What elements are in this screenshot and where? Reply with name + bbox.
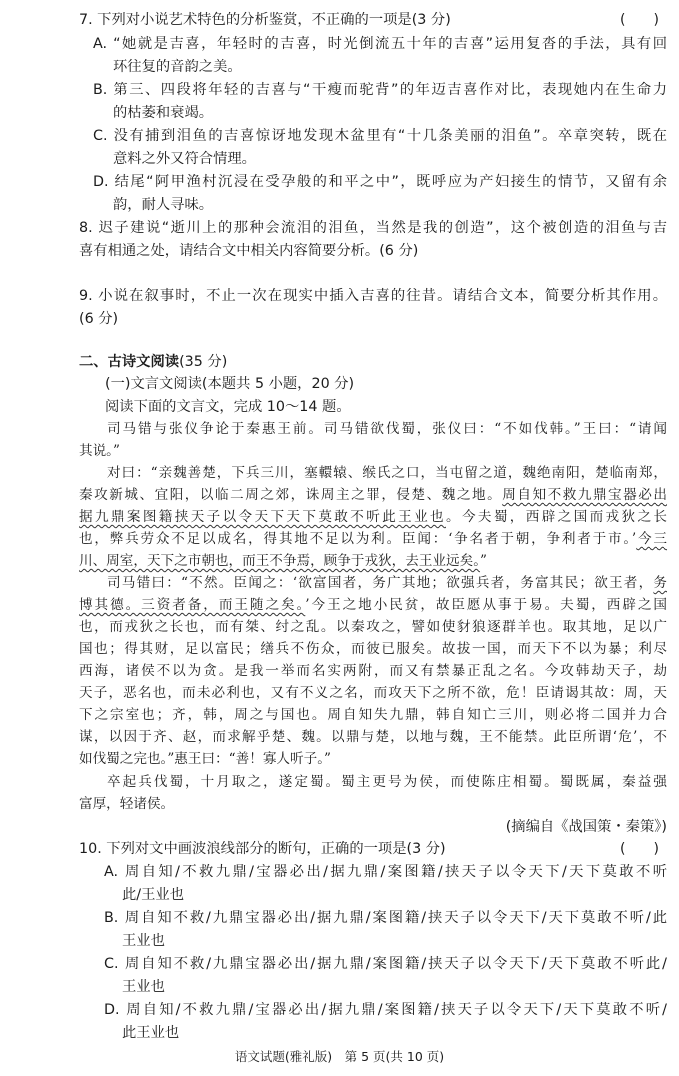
q9-line1: 9. 小说在叙事时，不止一次在现实中插入吉喜的往昔。请结合文本，简要分析其作用。 xyxy=(79,288,667,304)
q10-option-a-line2: 此/王业也 xyxy=(122,887,185,903)
passage-p3-line3: 也，而戎狄之长也，而有桀、纣之乱。以秦攻之，譬如使豺狼逐群羊也。取其地，足以广 xyxy=(79,619,667,635)
passage-p3-line4: 国也；得其财，足以富民；缮兵不伤众，而彼已服矣。故拔一国，而天下不以为暴；利尽 xyxy=(79,641,667,657)
q10-option-d-line2: 此王业也 xyxy=(122,1025,180,1041)
passage-p3-line8: 谋，以因于齐、赵，而求解乎楚、魏。以鼎与楚，以地与魏，王不能禁。此臣所谓‘危’，不 xyxy=(79,729,667,745)
q7-option-b-line2: 的枯萎和衰竭。 xyxy=(113,105,214,121)
passage-p2-line5 xyxy=(79,550,487,572)
passage-text: 司马错曰：“不然。臣闻之：‘欲富国者，务广其地；欲强兵者，务富其民；欲王者， xyxy=(107,575,654,591)
q10-answer-paren: ( ) xyxy=(620,841,659,857)
underlined-text: 务 xyxy=(653,575,667,591)
q10-option-c-line1: C. 周自知不救/九鼎宝器必出/据九鼎/案图籍/挟天子以令天下/天下莫敢不听此/ xyxy=(104,956,667,972)
passage-p2-line4 xyxy=(79,528,667,550)
q10-option-d-line1: D. 周自知/不救九鼎/宝器必出/据九鼎/案图籍/挟天子以令天下/天下莫敢不听/ xyxy=(104,1002,667,1018)
passage-p2-line3 xyxy=(79,506,667,528)
passage-p2-line2 xyxy=(79,484,667,506)
q7-option-a-line1: A. “她就是吉喜，年轻时的吉喜，时光倒流五十年的吉喜”运用复沓的手法，具有回 xyxy=(93,36,667,52)
q7-option-c-line2: 意料之外又符合情理。 xyxy=(113,151,256,167)
q10-option-a-line1: A. 周自知/不救九鼎/宝器必出/据九鼎/案图籍/挟天子以令天下/天下莫敢不听 xyxy=(104,864,667,880)
q7-option-c-line1: C. 没有捕到泪鱼的吉喜惊讶地发现木盆里有“十几条美丽的泪鱼”。卒章突转，既在 xyxy=(93,128,667,144)
q7-option-d-line1: D. 结尾“阿甲渔村沉浸在受孕般的和平之中”，既呼应为产妇接生的情节，又留有余 xyxy=(93,174,667,190)
passage-p3-line7: 下之宗室也；齐，韩，周之与国也。周自知失九鼎，韩自知亡三川，则必将二国并力合 xyxy=(79,707,667,723)
underlined-text: 川、周室，天下之市朝也，而王不争焉，顾争于戎狄，去王业远矣。 xyxy=(79,553,481,569)
passage-p3-line5: 西海，诸侯不以为贪。是我一举而名实两附，而又有禁暴正乱之名。今攻韩劫天子，劫 xyxy=(79,663,667,679)
page-footer: 语文试题(雅礼版) 第 5 页(共 10 页) xyxy=(234,1049,445,1064)
q7-stem: 7. 下列对小说艺术特色的分析鉴赏，不正确的一项是(3 分) xyxy=(79,12,451,28)
section2-score: (35 分) xyxy=(179,354,228,370)
passage-p1-line1: 司马错与张仪争论于秦惠王前。司马错欲伐蜀，张仪曰：“不如伐韩。”王曰：“请闻 xyxy=(107,421,667,437)
passage-p3-line1 xyxy=(107,572,667,594)
passage-text: ” xyxy=(480,553,487,569)
q10-option-b-line1: B. 周自知不救/九鼎宝器必出/据九鼎/案图籍/挟天子以令天下/天下莫敢不听/此 xyxy=(104,910,667,926)
passage-p2-line1: 对曰：“亲魏善楚，下兵三川，塞轘辕、缑氏之口，当屯留之道，魏绝南阳，楚临南郑， xyxy=(107,465,667,481)
section2-heading xyxy=(79,351,227,373)
passage-p3-line2 xyxy=(79,594,667,616)
passage-text: ’今王之地小民贫，故臣愿从事于易。夫蜀，西辟之国 xyxy=(305,597,667,613)
passage-p3-line6: 天子，恶名也，而未必利也，又有不义之名，而攻天下之所不欲，危！臣请谒其故：周，天 xyxy=(79,685,667,701)
q7-answer-paren: ( ) xyxy=(620,12,659,28)
q7-option-b-line1: B. 第三、四段将年轻的吉喜与“干瘦而驼背”的年迈吉喜作对比，表现她内在生命力 xyxy=(93,82,667,98)
passage-p3-line9: 如伐蜀之完也。”惠王曰：“善！寡人听子。” xyxy=(79,751,331,767)
section2-subheading: (一)文言文阅读(本题共 5 小题，20 分) xyxy=(105,376,355,392)
section2-title: 二、古诗文阅读 xyxy=(79,354,180,370)
q10-stem: 10. 下列对文中画波浪线部分的断句，正确的一项是(3 分) xyxy=(79,841,446,857)
q8-line2: 喜有相通之处，请结合文中相关内容简要分析。(6 分) xyxy=(79,243,419,259)
passage-text: 也，弊兵劳众不足以成名，得其地不足以为利。臣闻：‘争名者于朝，争利者于市。’ xyxy=(79,531,637,547)
wavy-underlined-text: 周自知不救九鼎宝器必出 xyxy=(502,487,668,503)
passage-text: 秦攻新城、宜阳，以临二周之郊，诛周主之罪，侵楚、魏之地。 xyxy=(79,487,503,503)
passage-p4-line1: 卒起兵伐蜀，十月取之，遂定蜀。蜀主更号为侯，而使陈庄相蜀。蜀既属，秦益强 xyxy=(107,774,667,790)
wavy-underlined-text: 据九鼎案图籍挟天子以令天下天下莫敢不听此王业也 xyxy=(79,509,446,525)
passage-source: (摘编自《战国策・秦策》) xyxy=(505,819,667,835)
q7-option-a-line2: 环往复的音韵之美。 xyxy=(113,59,242,75)
underlined-text: 今三 xyxy=(636,531,668,547)
q10-option-c-line2: 王业也 xyxy=(122,979,165,995)
passage-p1-line2: 其说。” xyxy=(79,443,120,459)
q10-option-b-line2: 王业也 xyxy=(122,933,165,949)
passage-p4-line2: 富厚，轻诸侯。 xyxy=(79,796,175,812)
section2-instructions: 阅读下面的文言文，完成 10～14 题。 xyxy=(105,399,351,415)
underlined-text: 博其德。三资者备，而王随之矣。 xyxy=(79,597,306,613)
passage-text: 。今夫蜀，西辟之国而戎狄之长 xyxy=(445,509,668,525)
q8-line1: 8. 迟子建说“逝川上的那种会流泪的泪鱼，当然是我的创造”，这个被创造的泪鱼与吉 xyxy=(79,220,667,236)
q9-line2: (6 分) xyxy=(79,311,119,327)
q7-option-d-line2: 韵，耐人寻味。 xyxy=(113,197,214,213)
